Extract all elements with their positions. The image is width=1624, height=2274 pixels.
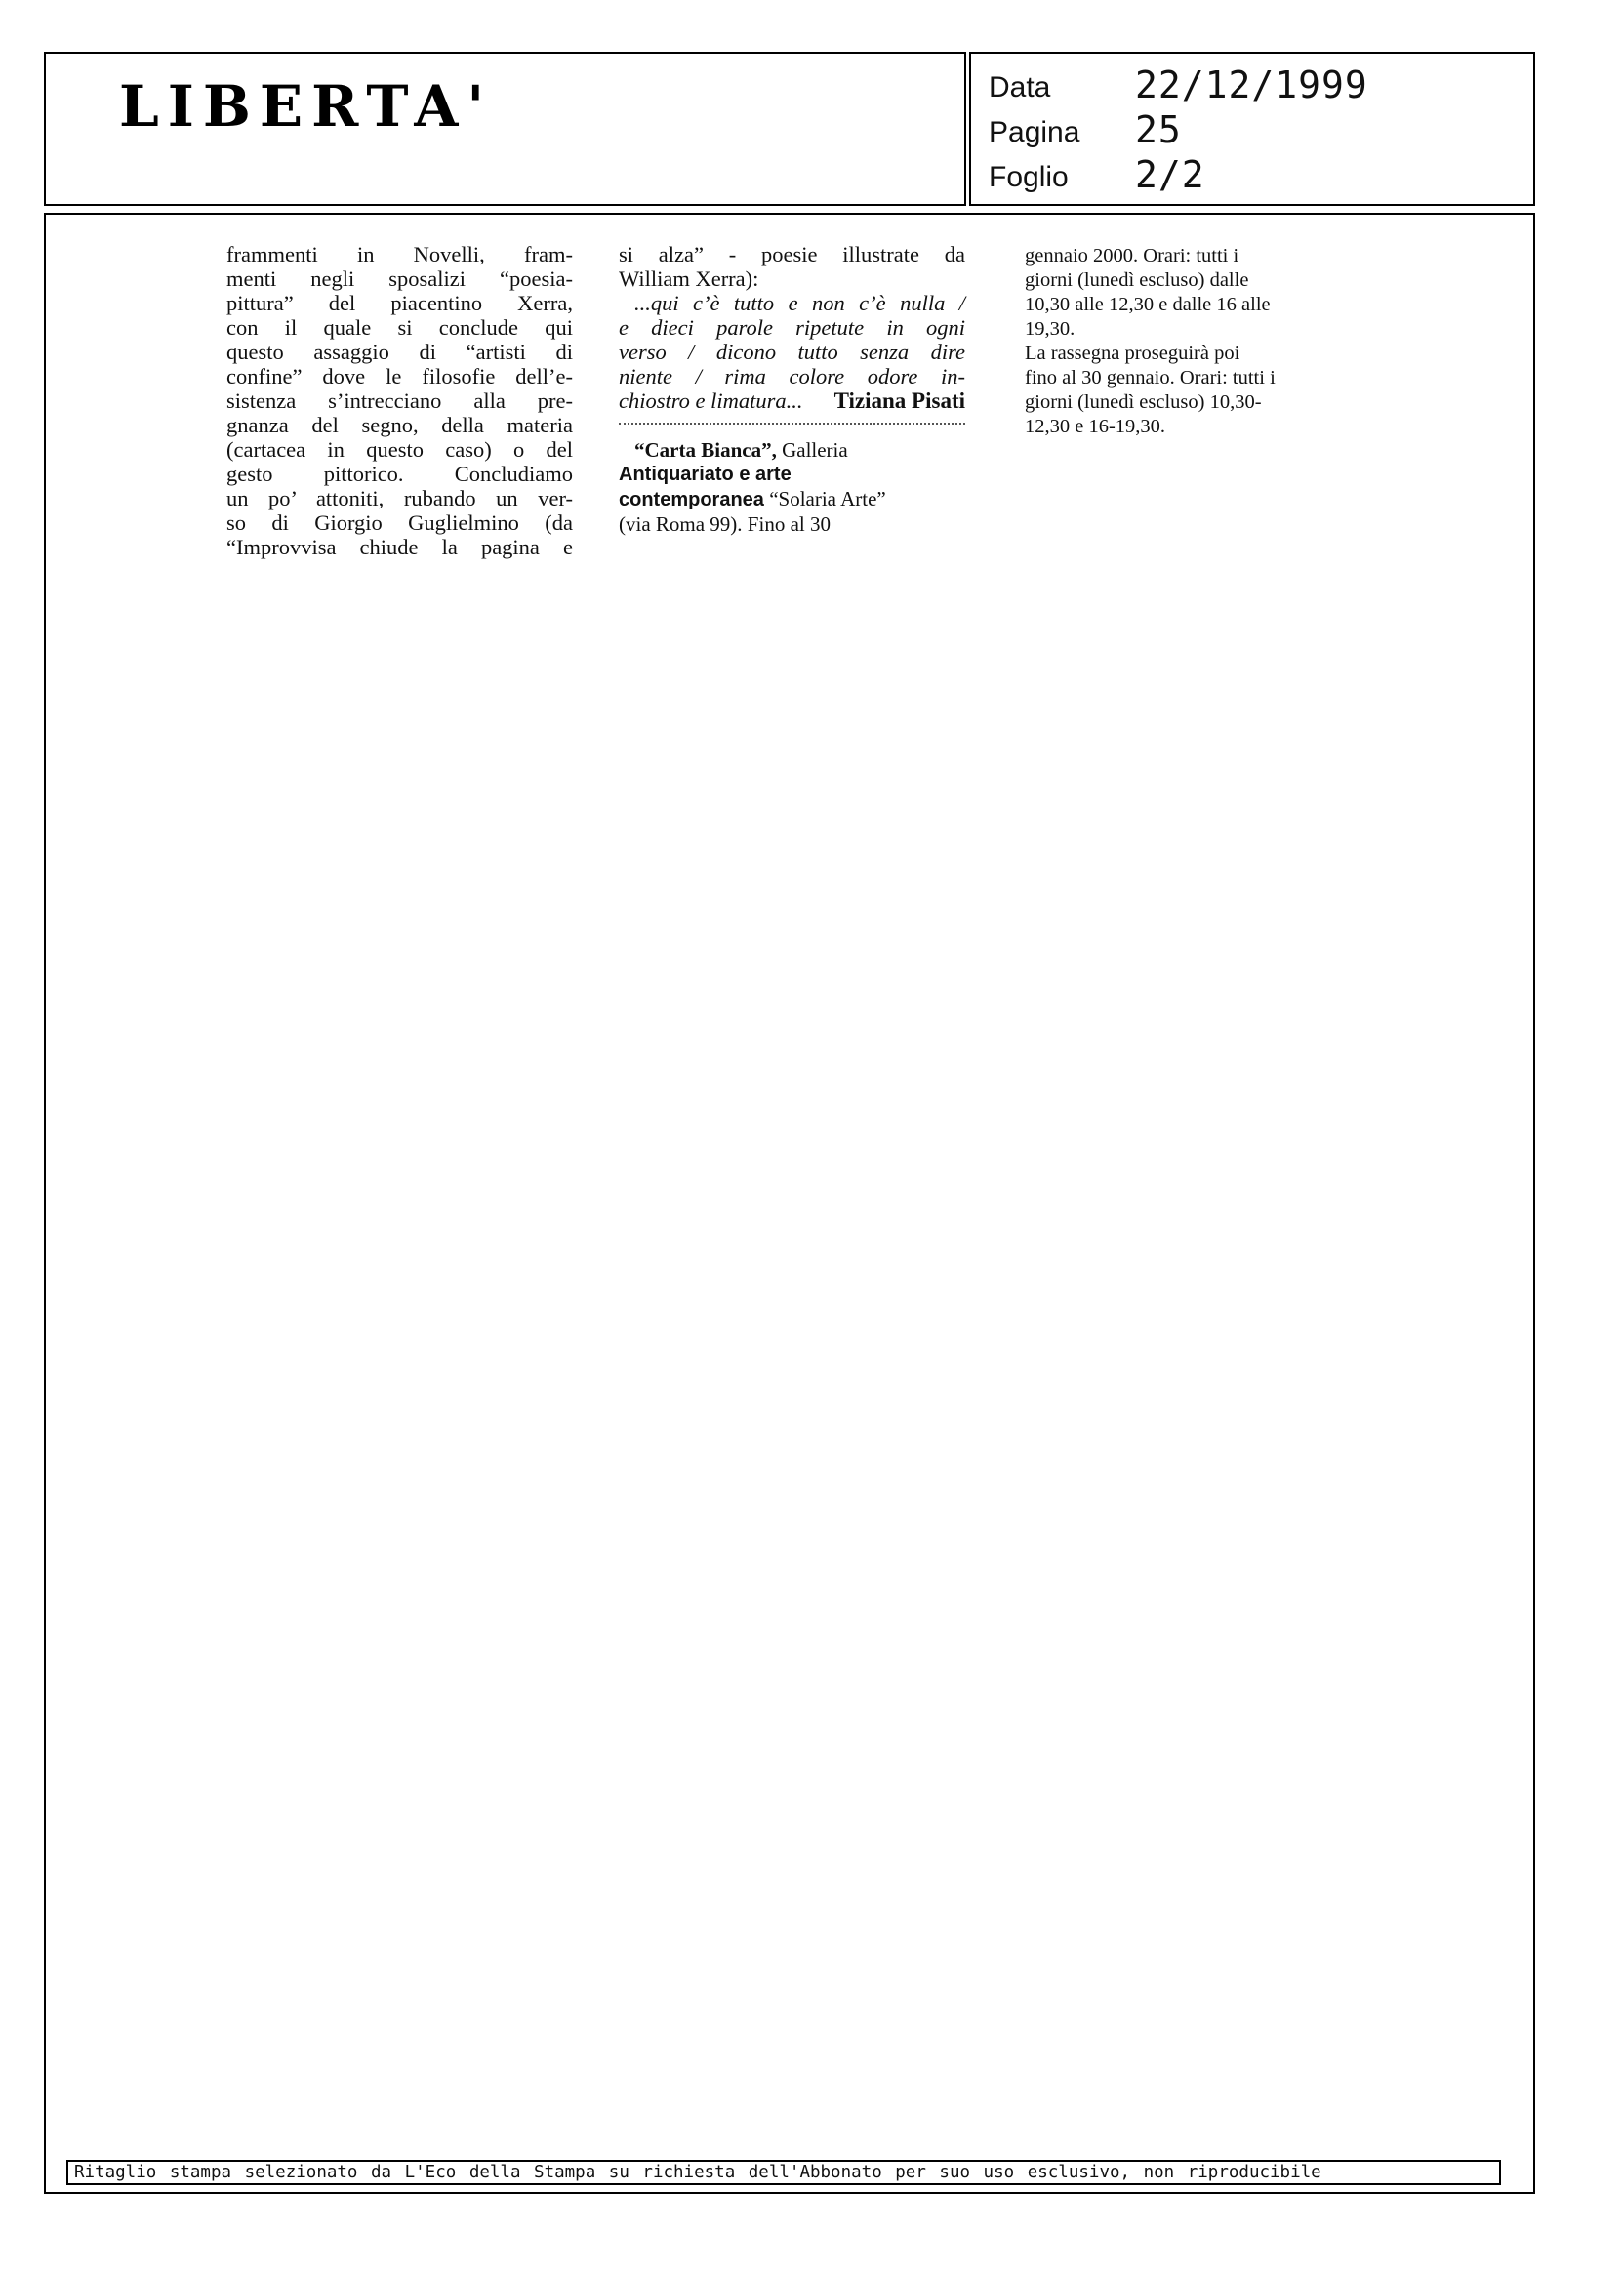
text-line: con il quale si conclude qui <box>226 315 573 340</box>
text-line: “Improvvisa chiude la pagina e <box>226 535 573 559</box>
text-line: gnanza del segno, della materia <box>226 413 573 437</box>
text-line: La rassegna proseguirà poi <box>1025 343 1240 364</box>
sheet-value: 2/2 <box>1135 153 1205 196</box>
poem-quote <box>619 291 965 388</box>
text-line: giorni (lunedì escluso) dalle <box>1025 269 1249 291</box>
text-line: questo assaggio di “artisti di <box>226 340 573 364</box>
text-line: gennaio 2000. Orari: tutti i <box>1025 245 1239 266</box>
text-line: William Xerra): <box>619 266 759 291</box>
page-label: Pagina <box>989 116 1080 148</box>
text-line: (cartacea in questo caso) o del <box>226 437 573 462</box>
info-text: Galleria <box>782 438 848 462</box>
text-line: fino al 30 gennaio. Orari: tutti i <box>1025 367 1276 388</box>
gallery-name: “Carta Bianca”, <box>634 438 777 462</box>
poem-line: niente / rima colore odore in- <box>619 364 965 388</box>
poem-line: chiostro e limatura... <box>619 388 803 413</box>
author-signature: Tiziana Pisati <box>833 388 965 413</box>
article-column-3 <box>1025 244 1347 439</box>
text-line: sistenza s’intrecciano alla pre- <box>226 388 573 413</box>
info-line: Antiquariato e arte <box>619 464 792 485</box>
text-line: confine” dove le filosofie dell’e- <box>226 364 573 388</box>
meta-box <box>969 52 1535 206</box>
info-text: “Solaria Arte” <box>769 487 886 510</box>
text-line: frammenti in Novelli, fram- <box>226 242 573 266</box>
page-value: 25 <box>1135 108 1182 151</box>
masthead-box <box>44 52 966 206</box>
newspaper-title: LIBERTA' <box>119 73 494 140</box>
poem-line: verso / dicono tutto senza dire <box>619 340 965 364</box>
text-line: pittura” del piacentino Xerra, <box>226 291 573 315</box>
text-line: un po’ attoniti, rubando un ver- <box>226 486 573 510</box>
info-line <box>619 487 965 512</box>
text-line: gesto pittorico. Concludiamo <box>226 462 573 486</box>
info-line <box>619 438 965 463</box>
text-line: 19,30. <box>1025 318 1076 340</box>
meta-date-row <box>989 63 1516 106</box>
text-line: 12,30 e 16-19,30. <box>1025 416 1166 437</box>
poem-line: e dieci parole ripetute in ogni <box>619 315 965 340</box>
poem-line: ...qui c’è tutto e non c’è nulla / <box>634 291 965 315</box>
text-line: so di Giorgio Guglielmino (da <box>226 510 573 535</box>
text-line: 10,30 alle 12,30 e dalle 16 alle <box>1025 294 1271 315</box>
text-line: giorni (lunedì escluso) 10,30- <box>1025 391 1262 413</box>
text-line: si alza” - poesie illustrate da <box>619 242 965 266</box>
article-column-2 <box>619 242 965 537</box>
meta-page-row <box>989 108 1516 151</box>
sheet-label: Foglio <box>989 161 1069 193</box>
date-label: Data <box>989 71 1051 103</box>
info-line: (via Roma 99). Fino al 30 <box>619 512 831 536</box>
copyright-notice: Ritaglio stampa selezionato da L'Eco della Stampa su richiesta dell'Abbonato per suo uso esclusivo, non riproducibile <box>66 2160 1501 2185</box>
meta-sheet-row <box>989 153 1516 196</box>
article-column-1 <box>226 242 573 559</box>
text-line: menti negli sposalizi “poesia- <box>226 266 573 291</box>
info-text: contemporanea <box>619 489 764 510</box>
separator <box>619 423 965 425</box>
date-value: 22/12/1999 <box>1135 63 1368 106</box>
